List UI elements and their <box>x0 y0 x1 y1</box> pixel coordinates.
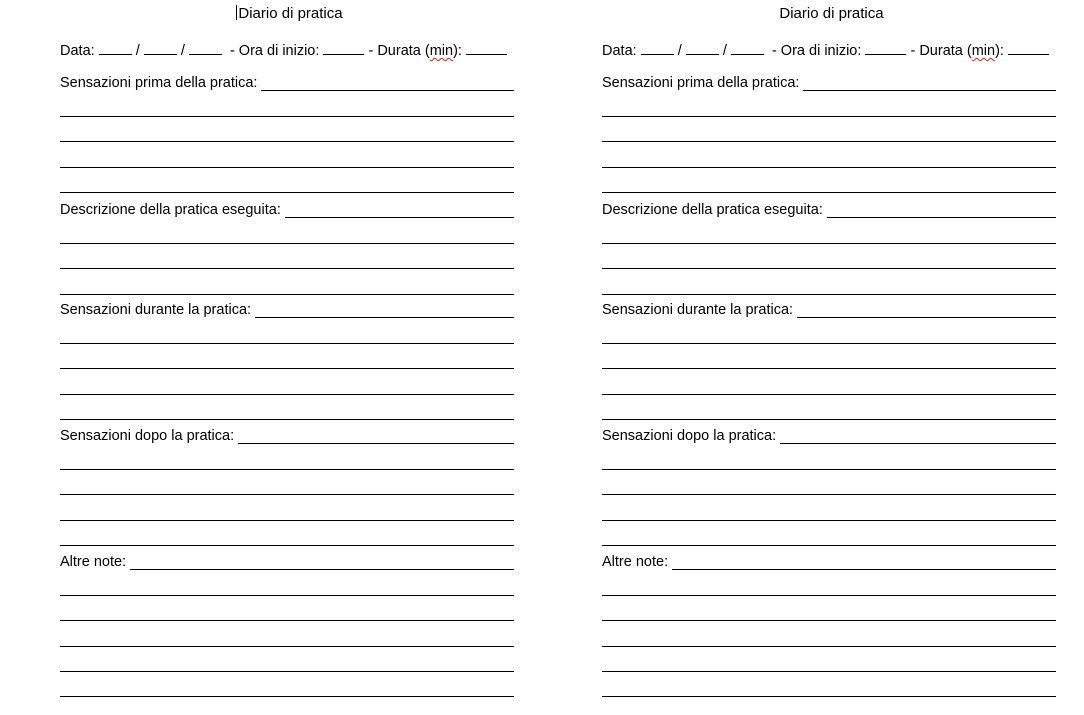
write-line[interactable] <box>602 343 1056 344</box>
write-line[interactable] <box>60 620 514 621</box>
date-separator: / <box>677 43 682 59</box>
section-label: Sensazioni dopo la pratica: <box>60 428 235 444</box>
section-label: Altre note: <box>602 554 669 570</box>
section-label: Sensazioni dopo la pratica: <box>602 428 777 444</box>
write-line[interactable] <box>285 217 514 218</box>
start-time-label: - Ora di inizio: <box>771 43 862 59</box>
page-title: Diario di pratica <box>779 5 884 22</box>
write-line[interactable] <box>602 469 1056 470</box>
write-line[interactable] <box>60 294 514 295</box>
section-label: Descrizione della pratica eseguita: <box>602 202 823 218</box>
page-title: Diario di pratica <box>238 5 343 22</box>
write-line[interactable] <box>60 520 514 521</box>
start-time-blank[interactable] <box>865 41 906 55</box>
date-separator: / <box>722 43 727 59</box>
write-line[interactable] <box>602 620 1056 621</box>
date-line <box>602 41 1049 60</box>
section-label-row <box>60 427 514 445</box>
write-line[interactable] <box>797 317 1056 318</box>
date-label: Data: <box>602 43 637 59</box>
date-separator: / <box>135 43 140 59</box>
duration-unit: min <box>429 43 454 59</box>
write-line[interactable] <box>60 646 514 647</box>
date-label: Data: <box>60 43 95 59</box>
write-line[interactable] <box>60 595 514 596</box>
duration-label-post: ): <box>453 43 462 59</box>
section-label: Descrizione della pratica eseguita: <box>60 202 281 218</box>
duration-blank[interactable] <box>466 41 507 55</box>
duration-label-post: ): <box>995 43 1004 59</box>
duration-label-pre: - Durata ( <box>910 43 972 59</box>
section-label-row <box>602 553 1056 571</box>
write-line[interactable] <box>602 494 1056 495</box>
section-label-row <box>60 553 514 571</box>
write-line[interactable] <box>60 696 514 697</box>
duration-unit: min <box>971 43 996 59</box>
write-line[interactable] <box>60 343 514 344</box>
write-line[interactable] <box>60 469 514 470</box>
write-line[interactable] <box>602 192 1056 193</box>
write-line[interactable] <box>602 368 1056 369</box>
write-line[interactable] <box>803 90 1056 91</box>
section-label: Sensazioni prima della pratica: <box>60 75 258 91</box>
year-blank[interactable] <box>189 41 222 55</box>
write-line[interactable] <box>672 569 1056 570</box>
write-line[interactable] <box>261 90 514 91</box>
start-time-label: - Ora di inizio: <box>229 43 320 59</box>
diary-page-left <box>60 0 514 715</box>
write-line[interactable] <box>602 671 1056 672</box>
section-label-row <box>60 201 514 219</box>
write-line[interactable] <box>602 419 1056 420</box>
day-blank[interactable] <box>99 41 132 55</box>
write-line[interactable] <box>602 696 1056 697</box>
write-line[interactable] <box>60 494 514 495</box>
month-blank[interactable] <box>686 41 719 55</box>
write-line[interactable] <box>602 167 1056 168</box>
day-blank[interactable] <box>641 41 674 55</box>
section-label-row <box>602 201 1056 219</box>
write-line[interactable] <box>60 545 514 546</box>
write-line[interactable] <box>60 419 514 420</box>
write-line[interactable] <box>130 569 514 570</box>
section-label: Altre note: <box>60 554 127 570</box>
write-line[interactable] <box>602 520 1056 521</box>
section-label-row <box>60 74 514 92</box>
section-label-row <box>602 74 1056 92</box>
write-line[interactable] <box>60 141 514 142</box>
write-line[interactable] <box>602 268 1056 269</box>
write-line[interactable] <box>255 317 514 318</box>
section-label: Sensazioni durante la pratica: <box>602 302 794 318</box>
write-line[interactable] <box>60 167 514 168</box>
write-line[interactable] <box>60 268 514 269</box>
section-label-row <box>60 301 514 319</box>
write-line[interactable] <box>602 595 1056 596</box>
write-line[interactable] <box>602 545 1056 546</box>
write-line[interactable] <box>60 192 514 193</box>
write-line[interactable] <box>60 394 514 395</box>
write-line[interactable] <box>602 294 1056 295</box>
section-label: Sensazioni durante la pratica: <box>60 302 252 318</box>
section-label-row <box>602 301 1056 319</box>
write-line[interactable] <box>60 116 514 117</box>
duration-blank[interactable] <box>1008 41 1049 55</box>
duration-label-pre: - Durata ( <box>368 43 430 59</box>
write-line[interactable] <box>238 443 514 444</box>
date-separator: / <box>180 43 185 59</box>
section-label-row <box>602 427 1056 445</box>
write-line[interactable] <box>602 116 1056 117</box>
write-line[interactable] <box>60 368 514 369</box>
write-line[interactable] <box>780 443 1056 444</box>
write-line[interactable] <box>602 646 1056 647</box>
date-line <box>60 41 507 60</box>
write-line[interactable] <box>602 141 1056 142</box>
section-label: Sensazioni prima della pratica: <box>602 75 800 91</box>
year-blank[interactable] <box>731 41 764 55</box>
write-line[interactable] <box>60 671 514 672</box>
month-blank[interactable] <box>144 41 177 55</box>
write-line[interactable] <box>827 217 1056 218</box>
diary-page-right <box>602 0 1056 715</box>
start-time-blank[interactable] <box>323 41 364 55</box>
write-line[interactable] <box>60 243 514 244</box>
write-line[interactable] <box>602 394 1056 395</box>
write-line[interactable] <box>602 243 1056 244</box>
